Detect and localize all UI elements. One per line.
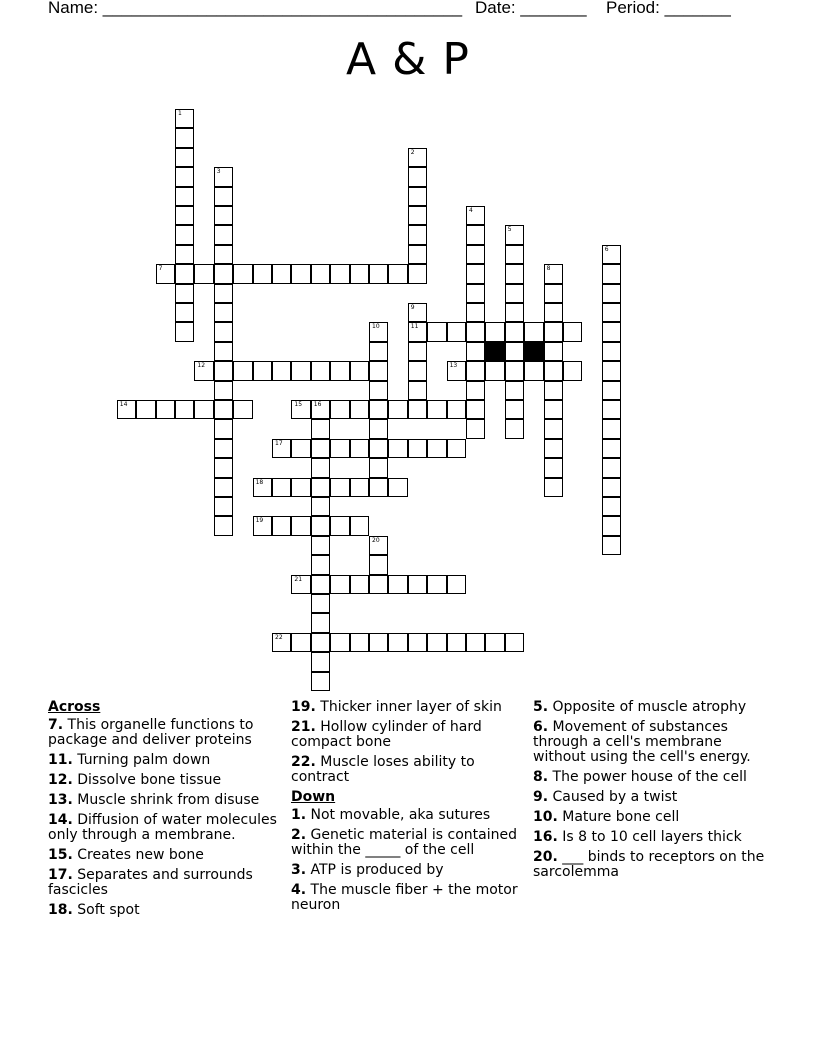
grid-cell[interactable] bbox=[311, 458, 330, 477]
grid-cell[interactable] bbox=[602, 361, 621, 380]
grid-cell[interactable] bbox=[602, 342, 621, 361]
grid-cell[interactable] bbox=[175, 109, 194, 128]
grid-cell[interactable] bbox=[175, 400, 194, 419]
grid-cell[interactable] bbox=[369, 458, 388, 477]
grid-cell[interactable] bbox=[505, 303, 524, 322]
grid-cell[interactable] bbox=[602, 400, 621, 419]
grid-cell[interactable] bbox=[136, 400, 155, 419]
black-cell bbox=[485, 342, 504, 361]
grid-cell[interactable] bbox=[330, 400, 349, 419]
cell-number: 10 bbox=[372, 323, 380, 331]
grid-cell[interactable] bbox=[544, 264, 563, 283]
grid-cell[interactable] bbox=[408, 575, 427, 594]
grid-cell[interactable] bbox=[369, 322, 388, 341]
grid-cell[interactable] bbox=[175, 264, 194, 283]
grid-cell[interactable] bbox=[563, 322, 582, 341]
grid-cell[interactable] bbox=[369, 536, 388, 555]
grid-cell[interactable] bbox=[485, 361, 504, 380]
grid-cell[interactable] bbox=[408, 206, 427, 225]
clue-number: 22. bbox=[291, 754, 316, 770]
grid-cell[interactable] bbox=[194, 361, 213, 380]
cell-number: 5 bbox=[507, 226, 512, 234]
grid-cell[interactable] bbox=[505, 361, 524, 380]
grid-cell[interactable] bbox=[485, 322, 504, 341]
clue-text: Caused by a twist bbox=[548, 789, 678, 805]
cell-number: 7 bbox=[158, 265, 163, 273]
grid-cell[interactable] bbox=[175, 187, 194, 206]
clue-item bbox=[291, 808, 521, 823]
grid-cell[interactable] bbox=[408, 148, 427, 167]
grid-cell[interactable] bbox=[505, 322, 524, 341]
grid-cell[interactable] bbox=[602, 458, 621, 477]
clue-number: 20. bbox=[533, 849, 558, 865]
grid-cell[interactable] bbox=[408, 167, 427, 186]
grid-cell[interactable] bbox=[350, 633, 369, 652]
grid-cell[interactable] bbox=[369, 342, 388, 361]
clue-item bbox=[291, 863, 521, 878]
clue-text: Diffusion of water molecules only through a membrane. bbox=[48, 812, 277, 843]
grid-cell[interactable] bbox=[330, 439, 349, 458]
clue-text: Opposite of muscle atrophy bbox=[548, 699, 747, 715]
grid-cell[interactable] bbox=[175, 245, 194, 264]
clue-item bbox=[291, 755, 521, 785]
grid-cell[interactable] bbox=[408, 303, 427, 322]
grid-cell[interactable] bbox=[369, 575, 388, 594]
grid-cell[interactable] bbox=[505, 381, 524, 400]
clue-item bbox=[48, 718, 278, 748]
clue-text: Genetic material is contained within the _____ of the cell bbox=[291, 827, 517, 858]
clue-number: 7. bbox=[48, 717, 64, 733]
grid-cell[interactable] bbox=[330, 264, 349, 283]
clue-text: Muscle shrink from disuse bbox=[72, 792, 260, 808]
grid-cell[interactable] bbox=[330, 516, 349, 535]
grid-cell[interactable] bbox=[330, 575, 349, 594]
clue-number: 6. bbox=[533, 719, 549, 735]
clue-item bbox=[48, 813, 278, 843]
clue-number: 13. bbox=[48, 792, 73, 808]
clue-number: 17. bbox=[48, 867, 73, 883]
grid-cell[interactable] bbox=[408, 225, 427, 244]
grid-cell[interactable] bbox=[253, 516, 272, 535]
grid-cell[interactable] bbox=[330, 478, 349, 497]
clue-text: Dissolve bone tissue bbox=[72, 772, 222, 788]
grid-cell[interactable] bbox=[505, 264, 524, 283]
grid-cell[interactable] bbox=[524, 361, 543, 380]
cell-number: 6 bbox=[604, 245, 609, 253]
cell-number: 14 bbox=[119, 401, 128, 408]
clue-item bbox=[533, 810, 773, 825]
grid-cell[interactable] bbox=[175, 206, 194, 225]
grid-cell[interactable] bbox=[369, 555, 388, 574]
grid-cell[interactable] bbox=[291, 439, 310, 458]
grid-cell[interactable] bbox=[194, 264, 213, 283]
clue-item bbox=[48, 793, 278, 808]
grid-cell[interactable] bbox=[544, 458, 563, 477]
grid-cell[interactable] bbox=[233, 264, 252, 283]
grid-cell[interactable] bbox=[466, 342, 485, 361]
grid-cell[interactable] bbox=[291, 516, 310, 535]
cell-number: 9 bbox=[410, 304, 415, 311]
clue-number: 12. bbox=[48, 772, 73, 788]
grid-cell[interactable] bbox=[350, 400, 369, 419]
grid-cell[interactable] bbox=[408, 400, 427, 419]
grid-cell[interactable] bbox=[466, 322, 485, 341]
grid-cell[interactable] bbox=[447, 361, 466, 380]
grid-cell[interactable] bbox=[544, 361, 563, 380]
grid-cell[interactable] bbox=[291, 264, 310, 283]
clue-column-2 bbox=[291, 700, 521, 918]
grid-cell[interactable] bbox=[311, 361, 330, 380]
clue-column-3 bbox=[533, 700, 773, 885]
grid-cell[interactable] bbox=[369, 419, 388, 438]
grid-cell[interactable] bbox=[175, 284, 194, 303]
grid-cell[interactable] bbox=[427, 575, 446, 594]
grid-cell[interactable] bbox=[602, 478, 621, 497]
clue-text: Hollow cylinder of hard compact bone bbox=[291, 719, 482, 750]
grid-cell[interactable] bbox=[524, 322, 543, 341]
clue-number: 21. bbox=[291, 719, 316, 735]
cell-number: 17 bbox=[275, 439, 283, 447]
clue-item bbox=[291, 720, 521, 750]
clue-number: 10. bbox=[533, 809, 558, 825]
clue-text: Turning palm down bbox=[72, 752, 211, 768]
grid-cell[interactable] bbox=[311, 594, 330, 613]
grid-cell[interactable] bbox=[544, 419, 563, 438]
grid-cell[interactable] bbox=[311, 633, 330, 652]
grid-cell[interactable] bbox=[175, 322, 194, 341]
cell-number: 20 bbox=[372, 536, 380, 544]
grid-cell[interactable] bbox=[602, 284, 621, 303]
grid-cell[interactable] bbox=[388, 264, 407, 283]
grid-cell[interactable] bbox=[175, 128, 194, 147]
grid-cell[interactable] bbox=[369, 478, 388, 497]
clue-item bbox=[533, 770, 773, 785]
clue-number: 19. bbox=[291, 699, 316, 715]
clue-text: The muscle fiber + the motor neuron bbox=[291, 882, 518, 913]
grid-cell[interactable] bbox=[602, 303, 621, 322]
grid-cell[interactable] bbox=[544, 478, 563, 497]
grid-cell[interactable] bbox=[544, 400, 563, 419]
grid-cell[interactable] bbox=[369, 439, 388, 458]
cell-number: 22 bbox=[275, 633, 283, 641]
grid-cell[interactable] bbox=[311, 536, 330, 555]
grid-cell[interactable] bbox=[311, 439, 330, 458]
clue-text: The power house of the cell bbox=[548, 769, 747, 785]
grid-cell[interactable] bbox=[311, 575, 330, 594]
grid-cell[interactable] bbox=[214, 245, 233, 264]
cell-number: 3 bbox=[216, 168, 221, 176]
grid-cell[interactable] bbox=[214, 225, 233, 244]
grid-cell[interactable] bbox=[291, 478, 310, 497]
grid-cell[interactable] bbox=[253, 478, 272, 497]
grid-cell[interactable] bbox=[505, 225, 524, 244]
cell-number: 19 bbox=[255, 517, 264, 525]
grid-cell[interactable] bbox=[505, 400, 524, 419]
grid-cell[interactable] bbox=[214, 167, 233, 186]
grid-cell[interactable] bbox=[602, 381, 621, 400]
grid-cell[interactable] bbox=[544, 342, 563, 361]
grid-cell[interactable] bbox=[602, 245, 621, 264]
grid-cell[interactable] bbox=[272, 633, 291, 652]
clue-item bbox=[533, 720, 773, 765]
grid-cell[interactable] bbox=[175, 167, 194, 186]
grid-cell[interactable] bbox=[272, 361, 291, 380]
grid-cell[interactable] bbox=[544, 381, 563, 400]
grid-cell[interactable] bbox=[350, 439, 369, 458]
grid-cell[interactable] bbox=[427, 439, 446, 458]
clue-number: 1. bbox=[291, 807, 307, 823]
clue-text: Muscle loses ability to contract bbox=[291, 754, 475, 785]
grid-cell[interactable] bbox=[369, 400, 388, 419]
grid-cell[interactable] bbox=[253, 264, 272, 283]
grid-cell[interactable] bbox=[350, 516, 369, 535]
grid-cell[interactable] bbox=[214, 264, 233, 283]
clue-item bbox=[48, 773, 278, 788]
grid-cell[interactable] bbox=[175, 303, 194, 322]
grid-cell[interactable] bbox=[466, 381, 485, 400]
clue-number: 11. bbox=[48, 752, 73, 768]
grid-cell[interactable] bbox=[408, 245, 427, 264]
clue-number: 14. bbox=[48, 812, 73, 828]
grid-cell[interactable] bbox=[272, 264, 291, 283]
clue-number: 18. bbox=[48, 902, 73, 918]
clue-item bbox=[533, 790, 773, 805]
clue-text: Thicker inner layer of skin bbox=[315, 699, 502, 715]
grid-cell[interactable] bbox=[388, 633, 407, 652]
clue-number: 15. bbox=[48, 847, 73, 863]
clue-item bbox=[48, 903, 278, 918]
grid-cell[interactable] bbox=[602, 419, 621, 438]
grid-cell[interactable] bbox=[311, 652, 330, 671]
black-cell bbox=[524, 342, 543, 361]
clue-number: 16. bbox=[533, 829, 558, 845]
cell-number: 8 bbox=[546, 265, 551, 273]
grid-cell[interactable] bbox=[214, 458, 233, 477]
clue-text: Separates and surrounds fascicles bbox=[48, 867, 253, 898]
grid-cell[interactable] bbox=[466, 284, 485, 303]
grid-cell[interactable] bbox=[408, 187, 427, 206]
page-title: A & P bbox=[346, 34, 470, 85]
clue-number: 2. bbox=[291, 827, 307, 843]
clue-item bbox=[533, 850, 773, 880]
grid-cell[interactable] bbox=[350, 361, 369, 380]
grid-cell[interactable] bbox=[214, 478, 233, 497]
grid-cell[interactable] bbox=[311, 497, 330, 516]
clue-text: This organelle functions to package and deliver proteins bbox=[48, 717, 254, 748]
grid-cell[interactable] bbox=[214, 439, 233, 458]
clue-text: ___ binds to receptors on the sarcolemma bbox=[533, 849, 765, 880]
cell-number: 18 bbox=[255, 478, 264, 486]
cell-number: 12 bbox=[197, 362, 206, 370]
cell-number: 21 bbox=[294, 575, 303, 583]
grid-cell[interactable] bbox=[466, 303, 485, 322]
clue-item bbox=[48, 753, 278, 768]
grid-cell[interactable] bbox=[602, 439, 621, 458]
name-field[interactable]: Name: ______________________________________ bbox=[48, 0, 463, 17]
grid-cell[interactable] bbox=[253, 361, 272, 380]
grid-cell[interactable] bbox=[408, 361, 427, 380]
grid-cell[interactable] bbox=[602, 516, 621, 535]
grid-cell[interactable] bbox=[214, 516, 233, 535]
grid-cell[interactable] bbox=[388, 439, 407, 458]
grid-cell[interactable] bbox=[466, 225, 485, 244]
cell-number: 2 bbox=[410, 148, 415, 156]
grid-cell[interactable] bbox=[214, 187, 233, 206]
grid-cell[interactable] bbox=[544, 284, 563, 303]
clue-number: 3. bbox=[291, 862, 307, 878]
grid-cell[interactable] bbox=[466, 400, 485, 419]
grid-cell[interactable] bbox=[214, 342, 233, 361]
grid-cell[interactable] bbox=[272, 478, 291, 497]
grid-cell[interactable] bbox=[214, 497, 233, 516]
clue-item bbox=[533, 700, 773, 715]
grid-cell[interactable] bbox=[156, 264, 175, 283]
grid-cell[interactable] bbox=[408, 633, 427, 652]
grid-cell[interactable] bbox=[388, 400, 407, 419]
grid-cell[interactable] bbox=[175, 225, 194, 244]
grid-cell[interactable] bbox=[311, 516, 330, 535]
cell-number: 11 bbox=[410, 323, 419, 331]
grid-cell[interactable] bbox=[388, 575, 407, 594]
grid-cell[interactable] bbox=[602, 322, 621, 341]
grid-cell[interactable] bbox=[466, 419, 485, 438]
clue-text: Not movable, aka sutures bbox=[306, 807, 491, 823]
clue-number: 4. bbox=[291, 882, 307, 898]
grid-cell[interactable] bbox=[602, 536, 621, 555]
grid-cell[interactable] bbox=[311, 555, 330, 574]
grid-cell[interactable] bbox=[117, 400, 136, 419]
down-heading: Down bbox=[291, 789, 336, 805]
grid-cell[interactable] bbox=[233, 400, 252, 419]
grid-cell[interactable] bbox=[466, 264, 485, 283]
grid-cell[interactable] bbox=[369, 361, 388, 380]
grid-cell[interactable] bbox=[505, 342, 524, 361]
grid-cell[interactable] bbox=[214, 400, 233, 419]
grid-cell[interactable] bbox=[427, 322, 446, 341]
grid-cell[interactable] bbox=[311, 672, 330, 691]
grid-cell[interactable] bbox=[311, 419, 330, 438]
grid-cell[interactable] bbox=[233, 361, 252, 380]
grid-cell[interactable] bbox=[291, 400, 310, 419]
grid-cell[interactable] bbox=[466, 633, 485, 652]
clue-number: 5. bbox=[533, 699, 549, 715]
clue-item bbox=[291, 700, 521, 715]
grid-cell[interactable] bbox=[194, 400, 213, 419]
grid-cell[interactable] bbox=[369, 264, 388, 283]
grid-cell[interactable] bbox=[291, 361, 310, 380]
grid-cell[interactable] bbox=[214, 303, 233, 322]
grid-cell[interactable] bbox=[408, 381, 427, 400]
grid-cell[interactable] bbox=[369, 381, 388, 400]
grid-cell[interactable] bbox=[544, 322, 563, 341]
grid-cell[interactable] bbox=[388, 478, 407, 497]
grid-cell[interactable] bbox=[466, 361, 485, 380]
cell-number: 13 bbox=[449, 362, 458, 370]
clue-item bbox=[291, 883, 521, 913]
cell-number: 1 bbox=[178, 110, 182, 117]
grid-cell[interactable] bbox=[156, 400, 175, 419]
grid-cell[interactable] bbox=[505, 633, 524, 652]
grid-cell[interactable] bbox=[408, 322, 427, 341]
cell-number: 15 bbox=[294, 401, 303, 408]
across-heading: Across bbox=[48, 699, 101, 715]
grid-cell[interactable] bbox=[563, 361, 582, 380]
grid-cell[interactable] bbox=[311, 613, 330, 632]
grid-cell[interactable] bbox=[214, 419, 233, 438]
grid-cell[interactable] bbox=[427, 633, 446, 652]
grid-cell[interactable] bbox=[447, 575, 466, 594]
grid-cell[interactable] bbox=[291, 575, 310, 594]
cell-number: 4 bbox=[469, 207, 473, 214]
grid-cell[interactable] bbox=[602, 264, 621, 283]
grid-cell[interactable] bbox=[447, 400, 466, 419]
period-field[interactable]: Period: _______ bbox=[606, 0, 731, 17]
grid-cell[interactable] bbox=[272, 516, 291, 535]
grid-cell[interactable] bbox=[214, 284, 233, 303]
date-field[interactable]: Date: _______ bbox=[475, 0, 587, 17]
clue-number: 8. bbox=[533, 769, 549, 785]
grid-cell[interactable] bbox=[175, 148, 194, 167]
grid-cell[interactable] bbox=[350, 264, 369, 283]
grid-cell[interactable] bbox=[350, 478, 369, 497]
grid-cell[interactable] bbox=[447, 322, 466, 341]
grid-cell[interactable] bbox=[369, 633, 388, 652]
grid-cell[interactable] bbox=[214, 361, 233, 380]
grid-cell[interactable] bbox=[311, 478, 330, 497]
grid-cell[interactable] bbox=[505, 245, 524, 264]
clue-text: Mature bone cell bbox=[557, 809, 680, 825]
clue-text: Creates new bone bbox=[72, 847, 204, 863]
grid-cell[interactable] bbox=[408, 342, 427, 361]
grid-cell[interactable] bbox=[447, 439, 466, 458]
clue-text: Soft spot bbox=[72, 902, 140, 918]
grid-cell[interactable] bbox=[505, 419, 524, 438]
grid-cell[interactable] bbox=[350, 575, 369, 594]
grid-cell[interactable] bbox=[466, 245, 485, 264]
grid-cell[interactable] bbox=[485, 633, 504, 652]
clue-item bbox=[48, 848, 278, 863]
clue-text: ATP is produced by bbox=[306, 862, 444, 878]
clue-text: Movement of substances through a cell's membrane without using the cell's energy. bbox=[533, 719, 751, 765]
clue-number: 9. bbox=[533, 789, 549, 805]
grid-cell[interactable] bbox=[311, 264, 330, 283]
grid-cell[interactable] bbox=[272, 439, 291, 458]
grid-cell[interactable] bbox=[408, 439, 427, 458]
grid-cell[interactable] bbox=[466, 206, 485, 225]
clue-column-1 bbox=[48, 700, 278, 923]
clue-item bbox=[291, 828, 521, 858]
clue-item bbox=[48, 868, 278, 898]
grid-cell[interactable] bbox=[602, 497, 621, 516]
grid-cell[interactable] bbox=[505, 284, 524, 303]
grid-cell[interactable] bbox=[214, 322, 233, 341]
cell-number: 16 bbox=[313, 401, 322, 408]
grid-cell[interactable] bbox=[214, 381, 233, 400]
grid-cell[interactable] bbox=[330, 361, 349, 380]
grid-cell[interactable] bbox=[330, 633, 349, 652]
grid-cell[interactable] bbox=[544, 303, 563, 322]
grid-cell[interactable] bbox=[447, 633, 466, 652]
grid-cell[interactable] bbox=[214, 206, 233, 225]
grid-cell[interactable] bbox=[291, 633, 310, 652]
clue-item bbox=[533, 830, 773, 845]
grid-cell[interactable] bbox=[311, 400, 330, 419]
grid-cell[interactable] bbox=[408, 264, 427, 283]
grid-cell[interactable] bbox=[544, 439, 563, 458]
grid-cell[interactable] bbox=[427, 400, 446, 419]
clue-text: Is 8 to 10 cell layers thick bbox=[557, 829, 742, 845]
